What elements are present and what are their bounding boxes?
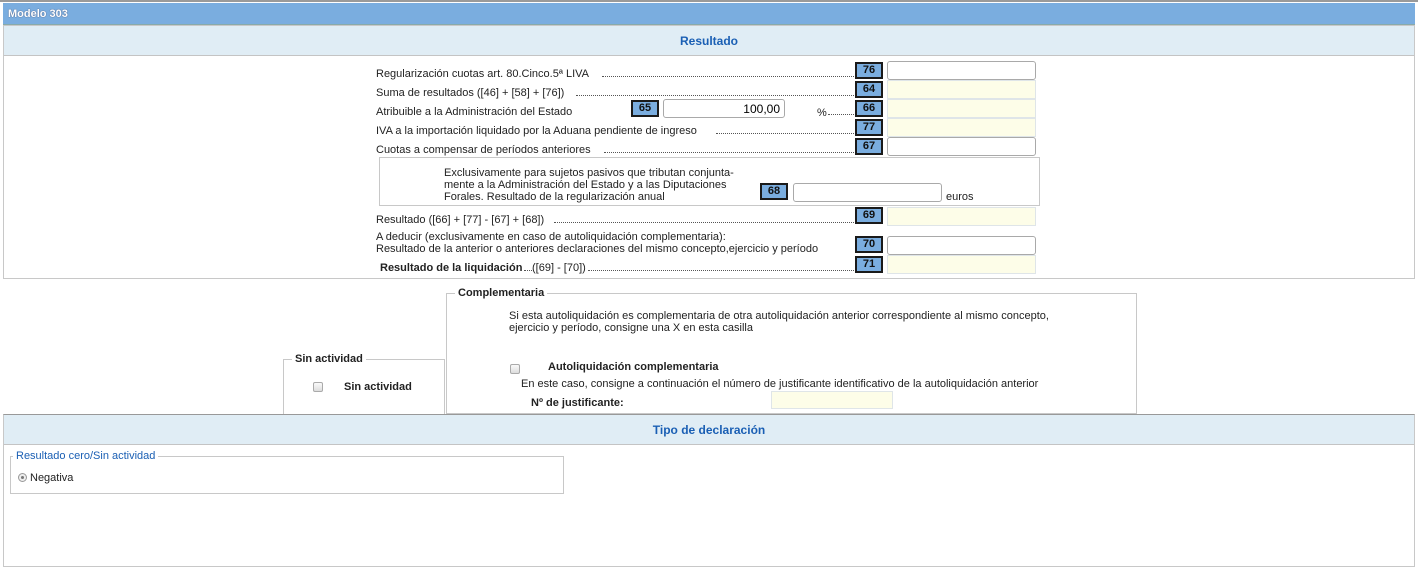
euros-unit: euros — [946, 191, 974, 203]
label-64: Suma de resultados ([46] + [58] + [76]) — [376, 87, 565, 99]
casilla-number-65: 65 — [631, 100, 659, 117]
label-71-formula: ([69] - [70]) — [532, 262, 586, 274]
label-71-bold: Resultado de la liquidación — [380, 262, 523, 274]
leader-dots — [524, 270, 532, 271]
justificante-note: En este caso, consigne a continuación el número de justificante identificativo de la autoliquidación anterior — [521, 378, 1039, 390]
foral-desc-line-3: Forales. Resultado de la regularización anual — [444, 191, 665, 203]
input-casilla-66[interactable] — [887, 99, 1036, 118]
leader-dots — [604, 152, 854, 153]
row-casilla-77 — [376, 119, 1036, 137]
row-casilla-66 — [376, 100, 1036, 118]
percent-symbol: % — [817, 107, 827, 119]
leader-dots — [602, 76, 854, 77]
foral-desc-line-2: mente a la Administración del Estado y a las Diputaciones — [444, 179, 727, 191]
complementaria-desc-line-1: Si esta autoliquidación es complementaria de otra autoliquidación anterior correspondiente al mismo concepto, — [509, 310, 1049, 322]
leader-dots — [828, 114, 854, 115]
window-title: Modelo 303 — [8, 8, 68, 20]
input-casilla-67[interactable] — [887, 137, 1036, 156]
leader-dots — [554, 222, 854, 223]
label-70: Resultado de la anterior o anteriores declaraciones del mismo concepto,ejercicio y período — [376, 243, 819, 255]
casilla-number-70: 70 — [855, 236, 883, 253]
label-77: IVA a la importación liquidado por la Aduana pendiente de ingreso — [376, 125, 697, 137]
input-casilla-77[interactable] — [887, 118, 1036, 137]
input-casilla-68[interactable] — [793, 183, 942, 202]
sin-actividad-fieldset — [283, 353, 445, 415]
row-casilla-76 — [376, 62, 1036, 80]
leader-dots — [576, 95, 854, 96]
leader-dots — [588, 270, 854, 271]
sin-actividad-legend: Sin actividad — [292, 353, 366, 365]
sin-actividad-checkbox[interactable] — [313, 382, 323, 392]
label-69: Resultado ([66] + [77] - [67] + [68]) — [376, 214, 545, 226]
foral-description — [444, 167, 734, 203]
casilla-number-77: 77 — [855, 119, 883, 136]
casilla-number-68: 68 — [760, 183, 788, 200]
input-casilla-69[interactable] — [887, 207, 1036, 226]
row-casilla-70 — [376, 229, 1036, 255]
leader-dots — [716, 133, 854, 134]
justificante-label: Nº de justificante: — [531, 397, 624, 409]
label-66: Atribuible a la Administración del Estado — [376, 106, 573, 118]
negativa-radio-label: Negativa — [30, 472, 74, 484]
autoliquidacion-complementaria-checkbox[interactable] — [510, 364, 520, 374]
justificante-input[interactable] — [771, 391, 893, 409]
sin-actividad-checkbox-label: Sin actividad — [344, 381, 412, 393]
casilla-number-66: 66 — [855, 100, 883, 117]
foral-regularizacion-box — [379, 157, 1040, 206]
casilla-number-64: 64 — [855, 81, 883, 98]
autoliquidacion-complementaria-label: Autoliquidación complementaria — [548, 361, 719, 373]
resultado-cero-fieldset — [10, 450, 564, 494]
row-casilla-69 — [376, 207, 1036, 225]
resultado-cero-legend: Resultado cero/Sin actividad — [13, 450, 158, 462]
complementaria-description — [509, 310, 1049, 334]
casilla-number-76: 76 — [855, 62, 883, 79]
input-casilla-71[interactable] — [887, 255, 1036, 274]
input-casilla-65-percentage[interactable] — [663, 99, 785, 118]
label-76: Regularización cuotas art. 80.Cinco.5ª LIVA — [376, 68, 589, 80]
input-casilla-76[interactable] — [887, 61, 1036, 80]
tipo-declaracion-header: Tipo de declaración — [4, 415, 1414, 445]
row-casilla-67 — [376, 138, 1036, 156]
casilla-number-67: 67 — [855, 138, 883, 155]
negativa-radio[interactable] — [18, 473, 27, 482]
row-casilla-64 — [376, 81, 1036, 99]
input-casilla-70[interactable] — [887, 236, 1036, 255]
casilla-number-69: 69 — [855, 207, 883, 224]
row-casilla-71 — [376, 256, 1036, 274]
complementaria-legend: Complementaria — [455, 287, 547, 299]
complementaria-desc-line-2: ejercicio y período, consigne una X en esta casilla — [509, 322, 753, 334]
complementaria-fieldset — [446, 287, 1137, 414]
resultado-header: Resultado — [4, 26, 1414, 56]
casilla-number-71: 71 — [855, 256, 883, 273]
window-title-bar — [3, 3, 1415, 25]
label-70-line-1: A deducir (exclusivamente en caso de autoliquidación complementaria): — [376, 231, 726, 243]
foral-desc-line-1: Exclusivamente para sujetos pasivos que tributan conjunta- — [444, 167, 734, 179]
input-casilla-64[interactable] — [887, 80, 1036, 99]
top-border — [0, 0, 1418, 2]
label-67: Cuotas a compensar de períodos anteriores — [376, 144, 591, 156]
